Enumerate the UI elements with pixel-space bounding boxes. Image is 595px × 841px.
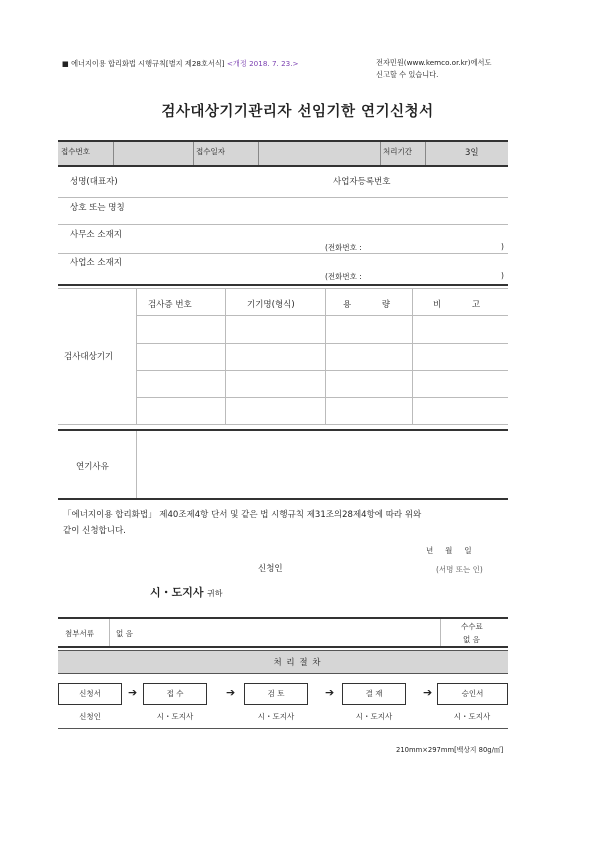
- office-phone-label[interactable]: (전화번호 :: [325, 243, 362, 252]
- arrow-icon: ➔: [226, 686, 236, 699]
- site-phone-close: ): [501, 271, 504, 280]
- site-address-label[interactable]: 사업소 소재지: [70, 258, 122, 268]
- step-actor-3: 시・도지사: [257, 712, 295, 721]
- attachments-value: 없 음: [116, 629, 133, 638]
- arrow-icon: ➔: [423, 686, 433, 699]
- attachments-label: 첨부서류: [65, 629, 94, 638]
- revision-text: <개정 2018. 7. 23.>: [226, 59, 299, 68]
- equipment-section-label: 검사대상기기: [64, 352, 114, 362]
- step-actor-1: 신청인: [79, 712, 101, 721]
- processing-period-label: 처리기간: [383, 147, 412, 156]
- column-capacity: 용 량: [343, 300, 405, 310]
- column-device-name: 기기명(형식): [247, 300, 295, 310]
- fee-value: 없 음: [463, 635, 480, 644]
- biz-number-label[interactable]: 사업자등록번호: [333, 177, 391, 187]
- office-phone-close: ): [501, 242, 504, 251]
- note-line-2: 신고할 수 있습니다.: [376, 70, 439, 79]
- date-line[interactable]: 년 월 일: [426, 546, 472, 555]
- statement-line-1: 「에너지이용 합리화법」 제40조제4항 단서 및 같은 법 시행규칙 제31조의28제4항에 따라 위와: [63, 510, 422, 520]
- form-ref-text: ■ 에너지이용 합리화법 시행규칙[별지 제28호서식]: [62, 59, 225, 68]
- step-actor-5: 시・도지사: [453, 712, 491, 721]
- step-box-3: 검 토: [244, 683, 308, 705]
- form-reference: [62, 59, 299, 69]
- note-line-1: 전자민원(www.kemco.or.kr)에서도: [376, 58, 492, 67]
- applicant-label: 신청인: [258, 564, 283, 574]
- addressee-suffix: 귀하: [207, 589, 223, 598]
- procedure-title: 처 리 절 차: [273, 658, 322, 668]
- addressee: [150, 584, 222, 600]
- reason-label[interactable]: 연기사유: [76, 462, 109, 472]
- arrow-icon: ➔: [325, 686, 335, 699]
- step-actor-4: 시・도지사: [355, 712, 393, 721]
- step-box-5: 승인서: [437, 683, 508, 705]
- arrow-icon: ➔: [128, 686, 138, 699]
- paper-spec: 210mm×297mm[백상지 80g/㎡]: [396, 746, 504, 754]
- name-label[interactable]: 성명(대표자): [70, 177, 118, 187]
- step-actor-2: 시・도지사: [156, 712, 194, 721]
- receipt-band: [58, 142, 508, 165]
- fee-label: 수수료: [461, 622, 483, 631]
- e-filing-note: [376, 57, 526, 81]
- step-box-2: 접 수: [143, 683, 207, 705]
- step-box-4: 결 재: [342, 683, 406, 705]
- column-cert-number: 검사증 번호: [148, 300, 192, 310]
- receipt-number-label: 접수번호: [61, 147, 90, 156]
- receipt-date-label: 접수일자: [196, 147, 225, 156]
- site-phone-label[interactable]: (전화번호 :: [325, 272, 362, 281]
- step-box-1: 신청서: [58, 683, 122, 705]
- signature-hint[interactable]: (서명 또는 인): [436, 565, 483, 574]
- column-remarks: 비 고: [433, 300, 495, 310]
- office-address-label[interactable]: 사무소 소재지: [70, 230, 122, 240]
- statement-line-2: 같이 신청합니다.: [63, 526, 126, 536]
- company-name-label[interactable]: 상호 또는 명칭: [70, 203, 125, 213]
- addressee-main: 시・도지사: [150, 586, 204, 599]
- processing-period-value: 3일: [465, 148, 479, 158]
- page-title: 검사대상기기관리자 선임기한 연기신청서: [161, 104, 434, 120]
